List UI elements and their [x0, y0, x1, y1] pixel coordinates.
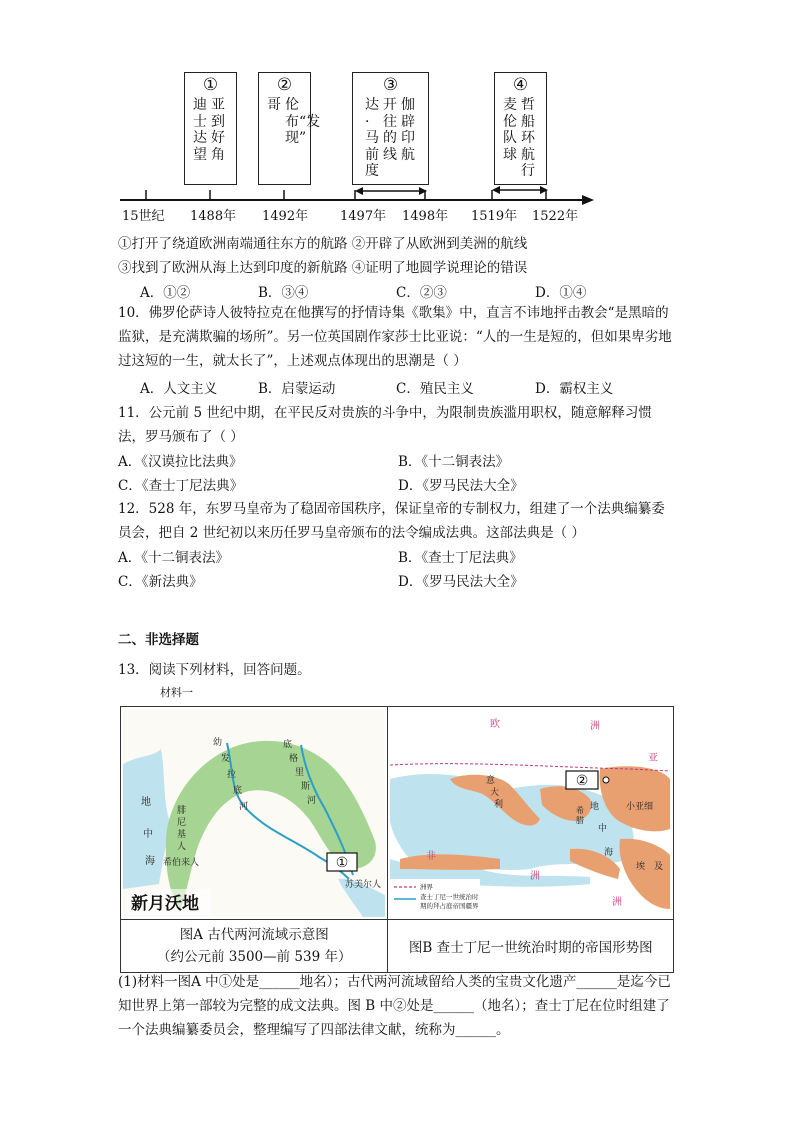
axis-label-15th-century: 15世纪	[122, 209, 165, 224]
box-1-col-left: 迪士达望	[193, 97, 207, 163]
svg-text:地: 地	[141, 797, 151, 808]
timeline-box-3	[352, 72, 429, 185]
svg-text:洲: 洲	[590, 721, 601, 732]
svg-text:斯: 斯	[301, 782, 311, 792]
q12-option-c[interactable]: C．《新法典》	[118, 574, 203, 590]
q10-option-c[interactable]: C．殖民主义	[396, 381, 474, 397]
box-4-col-left: 麦伦队球	[503, 97, 517, 163]
svg-text:①: ①	[335, 855, 349, 871]
svg-text:希伯来人: 希伯来人	[163, 858, 200, 868]
svg-text:河: 河	[307, 796, 317, 806]
box-3-col-left: 达·马前度	[365, 97, 379, 179]
svg-text:里: 里	[295, 768, 305, 778]
box-2-text	[267, 97, 321, 147]
q12-option-a[interactable]: A．《十二铜表法》	[118, 550, 229, 566]
section-heading: 二、非选择题	[118, 632, 199, 648]
q10-option-b[interactable]: B．启蒙运动	[258, 381, 336, 397]
q12-option-d[interactable]: D．《罗马民法大全》	[398, 574, 524, 590]
q11-option-c[interactable]: C．《查士丁尼法典》	[118, 478, 244, 494]
map-b-caption: 图B 查士丁尼一世统治时期的帝国形势图	[408, 940, 653, 956]
q10-option-a[interactable]: A．人文主义	[140, 381, 218, 397]
svg-text:意: 意	[486, 776, 496, 786]
box-4-col-right: 哲船环航行	[521, 97, 535, 179]
box-3-col-mid: 开往的线	[383, 97, 397, 163]
q9-option-a[interactable]: A．①②	[140, 285, 191, 301]
q11-option-a[interactable]: A．《汉谟拉比法典》	[118, 454, 243, 470]
svg-text:海: 海	[145, 856, 155, 867]
q9-statement-line-1: ①打开了绕道欧洲南端通往东方的航路 ②开辟了从欧洲到美洲的航线	[118, 236, 528, 252]
svg-text:中: 中	[143, 829, 153, 840]
axis-label-1519: 1519年	[471, 209, 518, 224]
svg-text:尼: 尼	[177, 818, 187, 828]
svg-text:利: 利	[494, 800, 504, 810]
box-3-col-right: 伽辟印航	[401, 97, 415, 163]
svg-text:发: 发	[221, 754, 231, 764]
axis-label-1498: 1498年	[402, 209, 449, 224]
box-4-text	[503, 97, 537, 180]
svg-text:非: 非	[426, 851, 437, 862]
q12-text: 12．528 年，东罗马皇帝为了稳固帝国秩序，保证皇帝的专制权力，组建了一个法典编纂委员会，把自 2 世纪初以来历任罗马皇帝颁布的法令编成法典。这部法典是（ ）	[118, 501, 665, 541]
svg-text:底: 底	[283, 740, 293, 750]
svg-text:海: 海	[604, 848, 614, 858]
timeline-box-2	[258, 72, 321, 185]
svg-text:埃: 埃	[636, 862, 646, 872]
svg-text:大: 大	[490, 788, 500, 798]
material-label: 材料一	[160, 686, 193, 699]
box-1-number: ①	[202, 75, 219, 95]
svg-text:苏美尔人: 苏美尔人	[345, 880, 382, 890]
box-4-span-arrow	[492, 184, 548, 196]
svg-text:期的拜占庭帝国疆界: 期的拜占庭帝国疆界	[420, 902, 479, 910]
svg-text:格: 格	[289, 754, 299, 764]
box-1-text	[193, 97, 227, 163]
svg-text:拉: 拉	[227, 770, 237, 780]
map-a-fertile-crescent	[123, 709, 385, 917]
svg-text:亚: 亚	[648, 753, 659, 764]
svg-text:希: 希	[576, 806, 585, 815]
svg-text:地: 地	[590, 802, 600, 812]
svg-text:幼: 幼	[213, 738, 223, 748]
box-4-number: ④	[512, 75, 529, 95]
q11-option-d[interactable]: D．《罗马民法大全》	[398, 478, 524, 494]
svg-text:洲: 洲	[530, 871, 541, 882]
svg-text:人: 人	[177, 842, 187, 852]
svg-text:底: 底	[233, 786, 243, 796]
svg-text:基: 基	[177, 830, 187, 840]
svg-text:中: 中	[598, 824, 608, 834]
svg-text:小亚细: 小亚细	[626, 802, 654, 812]
axis-label-1492: 1492年	[262, 209, 309, 224]
q13-sub1: (1)材料一图A 中①处是______地名）；古代两河流域留给人类的宝贵文化遗产______是迄今已知世界上第一部较为完整的成文法典。图 B 中②处是______（地名）；查士丁尼在位时组建了一个法典编纂委员会，整理编写了四部法律文献，统称为______。	[118, 974, 671, 1038]
q10-option-d[interactable]: D．霸权主义	[535, 381, 614, 397]
map-a-caption-period: （约公元前 3500—前 539 年）	[156, 949, 352, 965]
box-2-col-left: 哥	[267, 97, 281, 113]
svg-text:及: 及	[654, 862, 664, 872]
figure-table	[120, 706, 674, 973]
axis-label-1522: 1522年	[532, 209, 579, 224]
axis-label-1497: 1497年	[340, 209, 387, 224]
q10-text: 10．佛罗伦萨诗人彼特拉克在他撰写的抒情诗集《歌集》中，直言不讳地抨击教会“是黑暗的监狱，是充满欺骗的场所”。另一位英国剧作家莎士比亚说：“人的一生是短的，但如果卑劣地过这短的一生，就太长了”，上述观点体现出的思潮是（ ）	[118, 305, 672, 369]
axis-label-1488: 1488年	[190, 209, 237, 224]
svg-text:查士丁尼一世统治时: 查士丁尼一世统治时	[420, 893, 479, 901]
svg-text:腓: 腓	[177, 806, 187, 816]
q11-text: 11．公元前 5 世纪中期，在平民反对贵族的斗争中，为限制贵族滥用职权，随意解释习惯法，罗马颁布了（ ）	[118, 405, 652, 445]
box-3-text	[365, 97, 417, 180]
q9-option-c[interactable]: C．②③	[396, 285, 447, 301]
box-3-number: ③	[382, 75, 399, 95]
map-a-caption: 图A 古代两河流域示意图	[179, 927, 329, 943]
q9-option-b[interactable]: B．③④	[258, 285, 309, 301]
q13-intro: 13．阅读下列材料，回答问题。	[118, 662, 311, 678]
svg-text:②: ②	[576, 773, 589, 789]
q9-statement-line-2: ③找到了欧洲从海上达到印度的新航路 ④证明了地圆学说理论的错误	[118, 260, 528, 276]
timeline-box-4	[494, 72, 547, 185]
svg-text:腊: 腊	[576, 816, 585, 825]
svg-text:洲界: 洲界	[420, 883, 434, 891]
svg-text:欧: 欧	[490, 719, 501, 730]
q9-option-d[interactable]: D．①④	[535, 285, 587, 301]
box-1-col-right: 亚到好角	[211, 97, 225, 163]
box-2-number: ②	[276, 75, 293, 95]
svg-text:河: 河	[239, 802, 249, 812]
svg-text:新月沃地: 新月沃地	[131, 894, 199, 914]
timeline-box-1	[184, 72, 237, 185]
q12-option-b[interactable]: B．《查士丁尼法典》	[398, 550, 523, 566]
map-b-byzantine-empire	[390, 709, 670, 917]
q11-option-b[interactable]: B．《十二铜表法》	[398, 454, 510, 470]
svg-text:洲: 洲	[612, 897, 623, 908]
box-2-col-right: 伦布“发现”	[285, 97, 321, 146]
